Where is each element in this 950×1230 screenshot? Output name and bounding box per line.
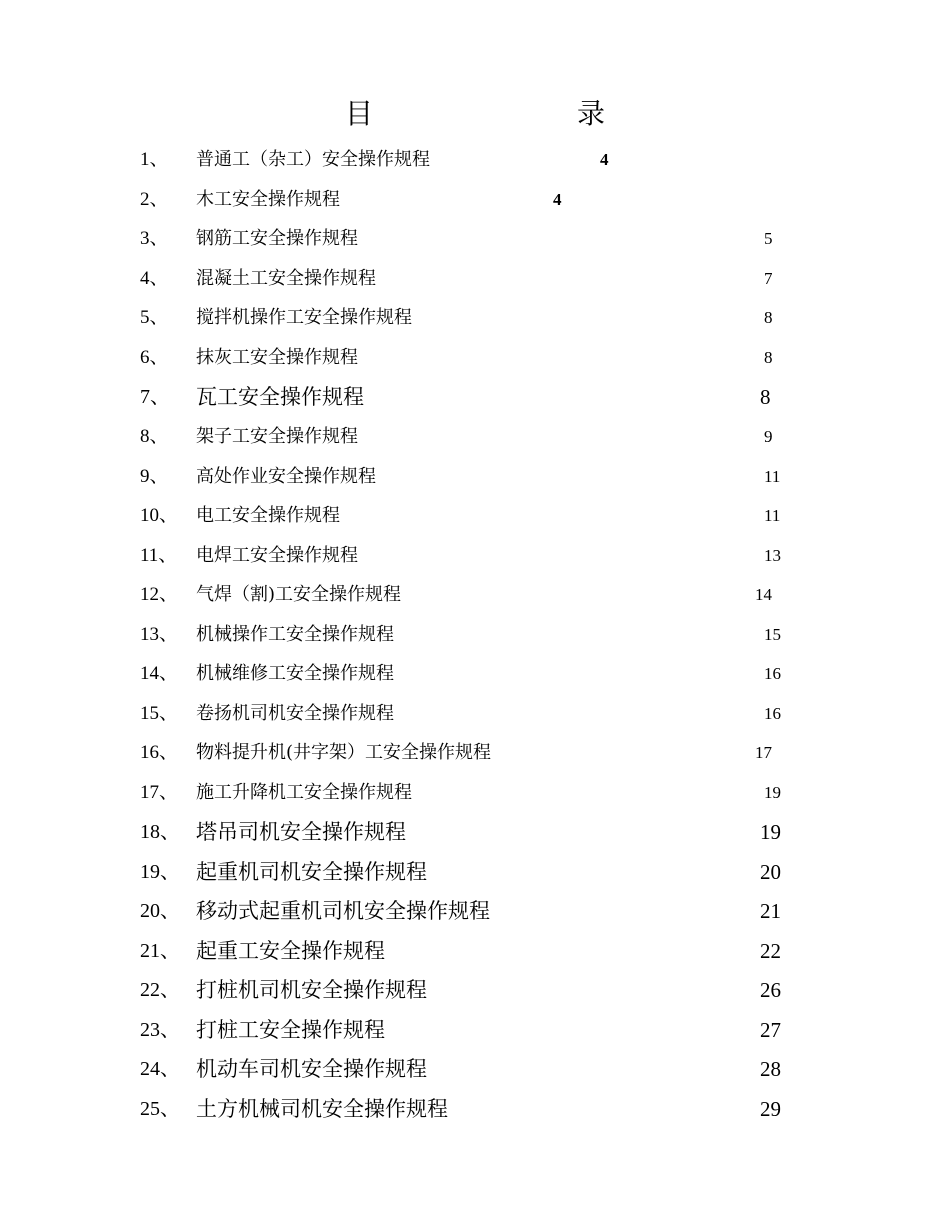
toc-entry-page: 9 [764,427,773,446]
toc-entry-page: 11 [764,506,781,525]
toc-entry[interactable] [0,382,950,412]
toc-entry-number: 21、 [140,940,180,962]
toc-entry-title: 土方机械司机安全操作规程 [196,1097,448,1121]
toc-entry-number: 9、 [140,466,169,487]
toc-entry[interactable] [0,422,950,452]
toc-entry-title: 气焊（割)工安全操作规程 [196,584,402,605]
toc-entry[interactable] [0,936,950,966]
toc-entry-title: 打桩工安全操作规程 [196,1018,385,1042]
toc-entry-title: 起重工安全操作规程 [196,939,385,963]
toc-entry-title: 混凝土工安全操作规程 [196,268,376,289]
toc-entry-page: 26 [760,978,781,1002]
toc-entry-number: 2、 [140,189,169,210]
toc-entry-number: 17、 [140,782,179,803]
toc-entry-page: 13 [764,546,781,565]
toc-entry-number: 6、 [140,347,169,368]
toc-entry-title: 物料提升机(井字架）工安全操作规程 [196,742,492,763]
toc-entry-title: 木工安全操作规程 [196,189,340,210]
toc-entry[interactable] [0,541,950,571]
toc-entry[interactable] [0,817,950,847]
toc-entry-number: 13、 [140,624,179,645]
toc-entry[interactable] [0,1015,950,1045]
toc-entry[interactable] [0,975,950,1005]
toc-entry[interactable] [0,501,950,531]
toc-entry-number: 23、 [140,1019,180,1041]
toc-entry[interactable] [0,659,950,689]
toc-entry-page: 7 [764,269,773,288]
toc-entry-title: 打桩机司机安全操作规程 [196,978,427,1002]
toc-entry-title: 普通工（杂工）安全操作规程 [196,149,430,170]
toc-entry-page: 15 [764,625,781,644]
toc-entry-page: 27 [760,1018,781,1042]
toc-entry-page: 19 [760,820,781,844]
toc-entry-number: 10、 [140,505,179,526]
toc-entry-page: 16 [764,704,781,723]
toc-entry-title: 钢筋工安全操作规程 [196,228,358,249]
toc-entry-title: 高处作业安全操作规程 [196,466,376,487]
toc-entry-page: 5 [764,229,773,248]
toc-entry[interactable] [0,145,950,175]
toc-entry[interactable] [0,303,950,333]
toc-entry-title: 电工安全操作规程 [196,505,340,526]
toc-entry[interactable] [0,778,950,808]
toc-entry[interactable] [0,896,950,926]
toc-entry-title: 瓦工安全操作规程 [196,385,364,409]
toc-entry-page: 8 [760,385,771,409]
toc-entry-title: 机械维修工安全操作规程 [196,663,394,684]
toc-entry-number: 14、 [140,663,179,684]
toc-entry-number: 22、 [140,979,180,1001]
toc-entry-page: 8 [764,308,773,327]
toc-entry[interactable] [0,699,950,729]
toc-entry[interactable] [0,620,950,650]
toc-entry-title: 搅拌机操作工安全操作规程 [196,307,412,328]
toc-entry-page: 20 [760,860,781,884]
toc-entry-title: 机动车司机安全操作规程 [196,1057,427,1081]
toc-entry-number: 20、 [140,900,180,922]
toc-entry[interactable] [0,580,950,610]
toc-entry-title: 电焊工安全操作规程 [196,545,358,566]
toc-entry-number: 7、 [140,386,170,408]
toc-entry-number: 11、 [140,545,178,566]
toc-entry-number: 5、 [140,307,169,328]
toc-entry-page: 21 [760,899,781,923]
toc-entry-number: 4、 [140,268,169,289]
toc-entry[interactable] [0,738,950,768]
toc-entry-title: 架子工安全操作规程 [196,426,358,447]
toc-entry-title: 移动式起重机司机安全操作规程 [196,899,490,923]
toc-entry[interactable] [0,462,950,492]
toc-entry-number: 18、 [140,821,180,843]
toc-entry-page: 22 [760,939,781,963]
toc-entry-number: 12、 [140,584,179,605]
toc-entry-title: 起重机司机安全操作规程 [196,860,427,884]
toc-entry-page: 17 [755,743,772,762]
toc-entry-page: 14 [755,585,772,604]
toc-entry-title: 卷扬机司机安全操作规程 [196,703,394,724]
toc-entry-number: 19、 [140,861,180,883]
toc-entry-number: 16、 [140,742,179,763]
toc-entry-title: 施工升降机工安全操作规程 [196,782,412,803]
toc-entry-number: 24、 [140,1058,180,1080]
toc-entry-number: 8、 [140,426,169,447]
toc-entry-number: 25、 [140,1098,180,1120]
toc-entry[interactable] [0,224,950,254]
toc-entry-page: 8 [764,348,773,367]
toc-entry[interactable] [0,264,950,294]
toc-entry-number: 15、 [140,703,179,724]
toc-entry[interactable] [0,343,950,373]
toc-entry-page: 19 [764,783,781,802]
toc-entry-title: 塔吊司机安全操作规程 [196,820,406,844]
toc-entry[interactable] [0,857,950,887]
toc-entry[interactable] [0,185,950,215]
toc-entry-title: 抹灰工安全操作规程 [196,347,358,368]
toc-entry[interactable] [0,1094,950,1124]
toc-entry-page: 28 [760,1057,781,1081]
toc-entry-title: 机械操作工安全操作规程 [196,624,394,645]
toc-entry-page: 16 [764,664,781,683]
toc-entry-page: 29 [760,1097,781,1121]
toc-entry-page: 4 [553,190,562,209]
toc-entry[interactable] [0,1054,950,1084]
toc-title: 目 录 [344,97,693,130]
toc-entry-number: 1、 [140,149,169,170]
toc-entry-page: 4 [600,150,609,169]
toc-entry-page: 11 [764,467,781,486]
toc-entry-number: 3、 [140,228,169,249]
